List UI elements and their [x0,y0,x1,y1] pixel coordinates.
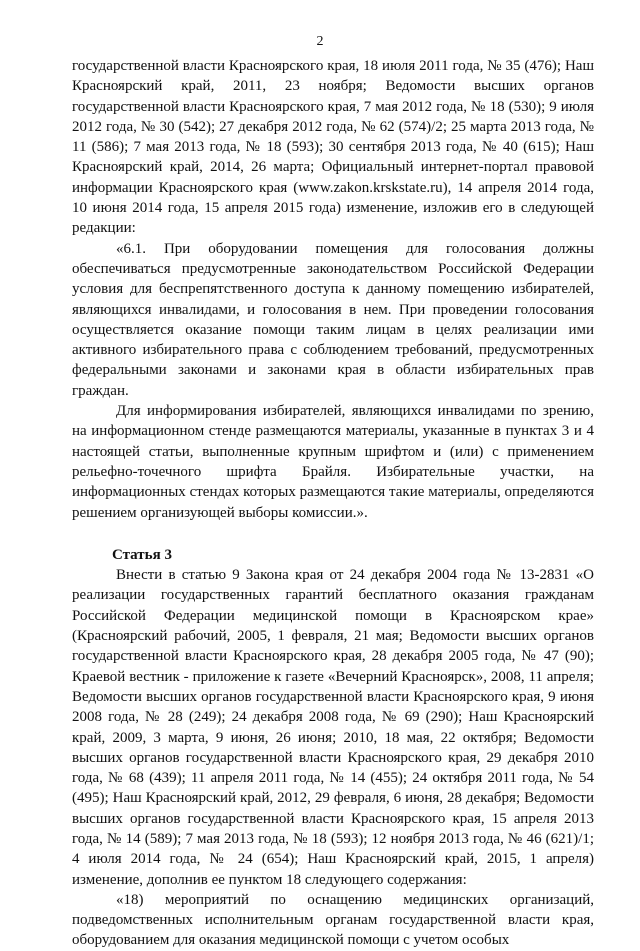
new-item-paragraph: «18) мероприятий по оснащению медицинских организаций, подведомственных исполнительным органам государственной власти края, оборудованием для оказания медицинской помощи с учетом особых [72,891,594,949]
article-heading: Статья 3 [112,546,172,563]
article-body-paragraph: Внести в статью 9 Закона края от 24 декабря 2004 года № 13-2831 «О реализации государственных гарантий бесплатного оказания гражданам Российской Федерации медицинской помощи в Красноярском крае» (Красноярский рабочий, 2005, 1 февраля, 21 мая; Ведомости высших органов государственной власти Красноярского края, 28 декабря 2005 года, № 47 (90); Краевой вестник - приложение к газете «Вечерний Красноярск», 2008, 11 апреля; Ведомости высших органов государственной власти Красноярского края, 9 июня 2008 года, № 28 (249); 24 декабря 2008 года, № 69 (290); Наш Красноярский край, 2009, 3 марта, 9 июня, 26 июня; 2010, 18 мая, 22 октября; Ведомости высших органов государственной власти Красноярского края, 29 декабря 2010 года, № 68 (439); 11 апреля 2011 года, № 14 (455); 24 октября 2011 года, № 54 (495); Наш Красноярский край, 2012, 29 февраля, 6 июня, 28 декабря; Ведомости высших органов государственной власти Красноярского края, 15 апреля 2013 года, № 14 (589); 7 мая 2013 года, № 18 (593); 12 ноября 2013 года, № 46 (621)/1; 4 июля 2014 года, № 24 (654); Наш Красноярский край, 2015, 1 апреля) изменение, дополнив ее пунктом 18 следующего содержания: [72,567,594,888]
amended-clause-paragraph: «6.1. При оборудовании помещения для голосования должны обеспечиваться предусмотренные законодательством Российской Федерации условия для беспрепятственного доступа к данному помещению избирателей, являющихся инвалидами, и голосования в нем. При проведении голосования осуществляется оказание помощи таким лицам в целях реализации ими активного избирательного права с соблюдением требований, предусмотренных федеральными законами и законами края в области избирательных прав граждан. [72,240,594,399]
continuation-paragraph: государственной власти Красноярского края, 18 июля 2011 года, № 35 (476); Наш Красноярский край, 2011, 23 ноября; Ведомости высших органов государственной власти Красноярского края, 7 мая 2012 года, № 18 (530); 9 июля 2012 года, № 30 (542); 27 декабря 2012 года, № 62 (574)/2; 25 марта 2013 года, № 11 (586); 7 мая 2013 года, № 18 (593); 30 сентября 2013 года, № 40 (615); Наш Красноярский край, 2014, 26 марта; Официальный интернет-портал правовой информации Красноярского края (www.zakon.krskstate.ru), 14 апреля 2014 года, 10 июня 2014 года, 15 апреля 2015 года) изменение, изложив его в следующей редакции: [72,58,594,237]
document-body [72,56,594,951]
page-number: 2 [316,34,324,49]
amended-clause-paragraph-2: Для информирования избирателей, являющихся инвалидами по зрению, на информационном стенде размещаются материалы, указанные в пунктах 3 и 4 настоящей статьи, выполненные крупным шрифтом и (или) с применением рельефно-точечного шрифта Брайля. Избирательные участки, на информационных стендах которых размещаются такие материалы, определяются решением организующей выборы комиссии.». [72,403,594,521]
